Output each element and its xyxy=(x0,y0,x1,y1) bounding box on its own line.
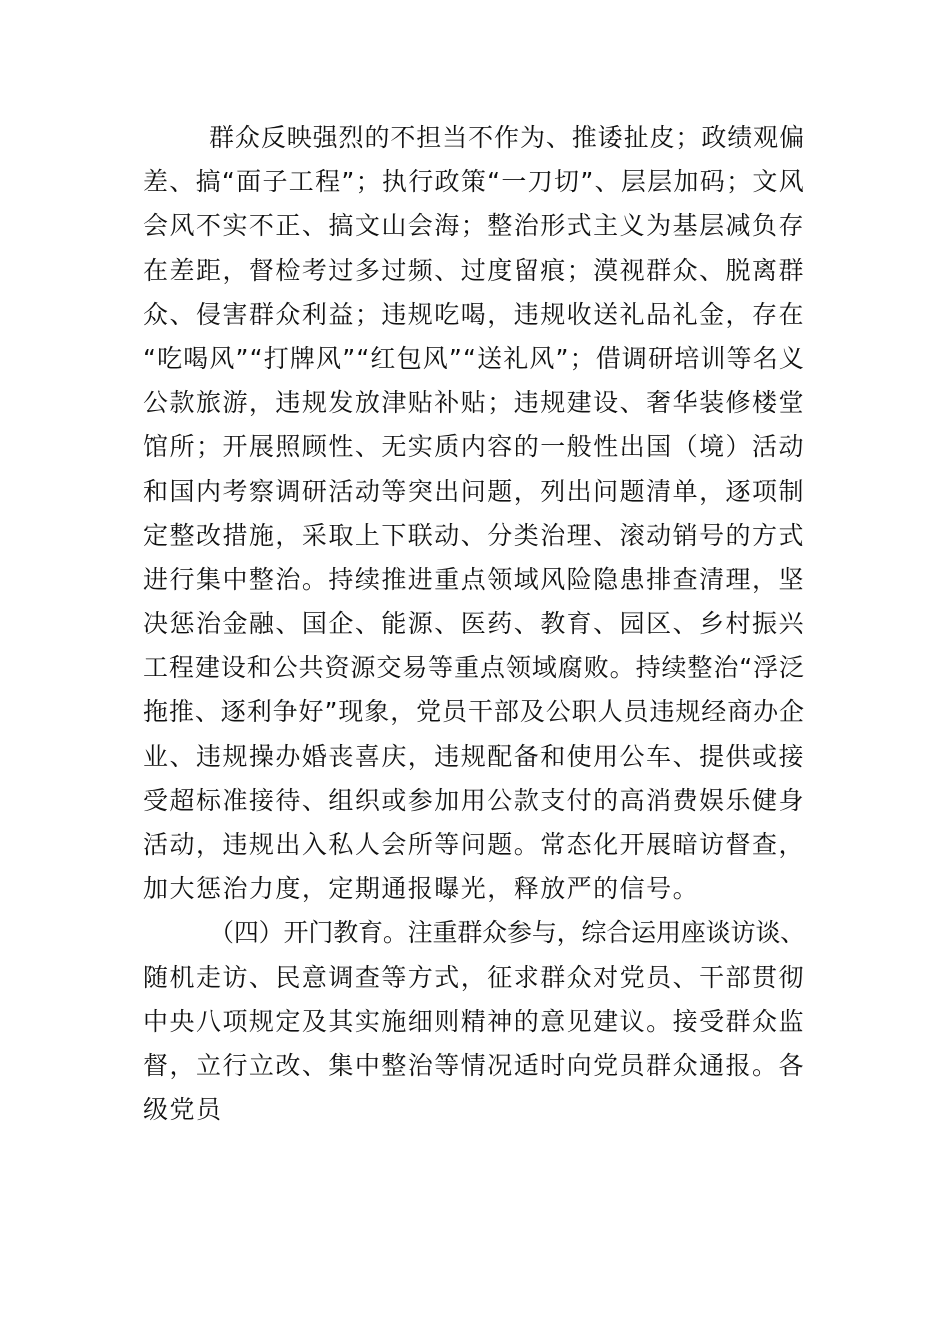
text-line: 公款旅游，违规发放津贴补贴；违规建设、奢华装修楼堂 xyxy=(143,388,805,418)
text-line: 馆所；开展照顾性、无实质内容的一般性出国（境）活动 xyxy=(143,432,805,462)
text-line: 和国内考察调研活动等突出问题，列出问题清单，逐项制 xyxy=(143,476,805,506)
text-line: 在差距，督检考过多过频、过度留痕；漠视群众、脱离群 xyxy=(143,255,805,285)
text-line: 会风不实不正、搞文山会海；整治形式主义为基层减负存 xyxy=(143,211,805,241)
text-line: 差、搞“面子工程”；执行政策“一刀切”、层层加码；文风 xyxy=(143,167,805,197)
paragraph-rectification xyxy=(143,116,805,911)
text-line: 定整改措施，采取上下联动、分类治理、滚动销号的方式 xyxy=(143,520,805,550)
text-line: 督，立行立改、集中整治等情况适时向党员群众通报。各 xyxy=(143,1050,805,1080)
text-line: 活动，违规出入私人会所等问题。常态化开展暗访督查， xyxy=(143,830,805,859)
text-line: 群众反映强烈的不担当不作为、推诿扯皮；政绩观偏 xyxy=(209,123,805,152)
text-line: 工程建设和公共资源交易等重点领域腐败。持续整治“浮泛 xyxy=(143,653,805,683)
text-line: 中央八项规定及其实施细则精神的意见建议。接受群众监 xyxy=(143,1006,805,1036)
text-line: 拖推、逐利争好”现象，党员干部及公职人员违规经商办企 xyxy=(143,697,805,727)
section-heading-line: （四）开门教育。注重群众参与，综合运用座谈访谈、 xyxy=(209,918,805,948)
text-line: 级党员 xyxy=(143,1095,223,1125)
paragraph-open-education xyxy=(143,911,805,1132)
text-line: “吃喝风”“打牌风”“红包风”“送礼风”；借调研培训等名义 xyxy=(143,343,805,373)
text-line: 业、违规操办婚丧喜庆，违规配备和使用公车、提供或接 xyxy=(143,741,805,771)
text-line: 受超标准接待、组织或参加用公款支付的高消费娱乐健身 xyxy=(143,785,805,815)
text-line: 决惩治金融、国企、能源、医药、教育、园区、乡村振兴 xyxy=(143,609,805,639)
text-line: 众、侵害群众利益；违规吃喝，违规收送礼品礼金，存在 xyxy=(143,299,805,329)
document-page xyxy=(143,116,805,1132)
text-line: 加大惩治力度，定期通报曝光，释放严的信号。 xyxy=(143,874,700,904)
text-line: 随机走访、民意调查等方式，征求群众对党员、干部贯彻 xyxy=(143,962,805,992)
text-line: 进行集中整治。持续推进重点领域风险隐患排查清理，坚 xyxy=(143,564,805,594)
